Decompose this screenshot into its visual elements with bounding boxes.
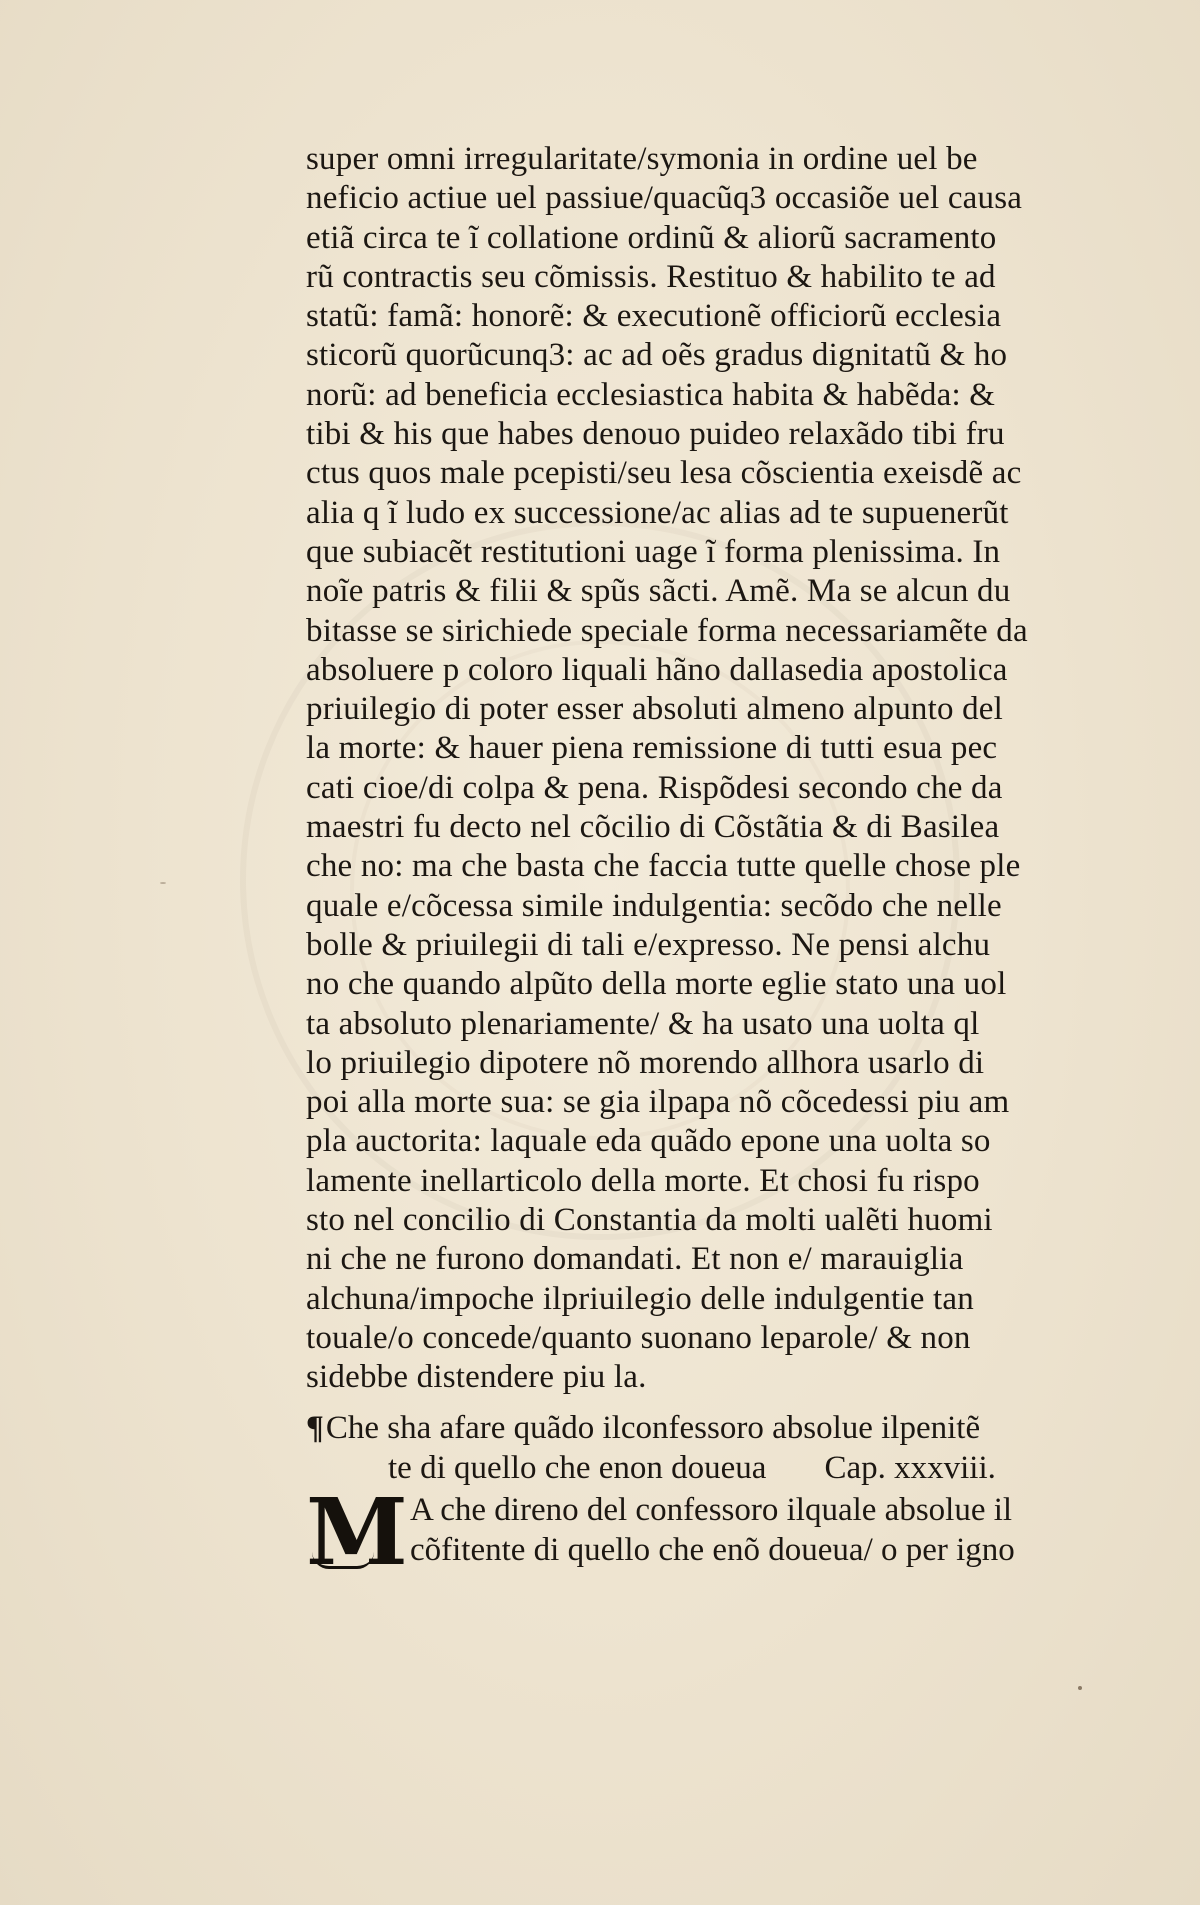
paper-speck xyxy=(1078,1686,1082,1690)
text-line: lo priuilegio dipotere nõ morendo allhora usarlo di xyxy=(306,1044,985,1081)
text-line: bolle & priuilegii di tali e/expresso. Ne pensi alchu xyxy=(306,926,991,963)
text-line: ta absoluto plenariamente/ & ha usato una uolta ql xyxy=(306,1005,980,1042)
text-line: lamente inellarticolo della morte. Et chosi fu rispo xyxy=(306,1162,980,1199)
text-line: touale/o concede/quanto suonano leparole/ & non xyxy=(306,1319,971,1356)
text-line: cati cioe/di colpa & pena. Rispõdesi secondo che da xyxy=(306,769,1003,806)
text-line: noĩe patris & filii & spũs sãcti. Amẽ. Ma se alcun du xyxy=(306,573,1011,610)
text-line: cõfitente di quello che enõ doueua/ o per igno xyxy=(410,1532,1015,1568)
text-line: absoluere p coloro liquali hãno dallasedia apostolica xyxy=(306,651,1008,688)
chapter-number: Cap. xxxviii. xyxy=(824,1450,996,1486)
pilcrow-mark: ¶ xyxy=(306,1410,324,1446)
text-line: rũ contractis seu cõmissis. Restituo & habilito te ad xyxy=(306,258,996,295)
text-line: super omni irregularitate/symonia in ordine uel be xyxy=(306,141,978,177)
text-line: pla auctorita: laquale eda quãdo epone una uolta so xyxy=(306,1123,991,1160)
text-line: que subiacẽt restitutioni uage ĩ forma plenissima. In xyxy=(306,533,1001,570)
text-line: che no: ma che basta che faccia tutte quelle chose ple xyxy=(306,848,1021,885)
text-line: poi alla morte sua: se gia ilpapa nõ cõcedessi piu am xyxy=(306,1084,1010,1121)
chapter-heading-line xyxy=(306,1408,1126,1448)
chapter-intro xyxy=(306,1478,1126,1586)
text-line: norũ: ad beneficia ecclesiastica habita & habẽda: & xyxy=(306,376,996,413)
chapter-title-first-line: Che sha afare quãdo ilconfessoro absolue ilpenitẽ xyxy=(325,1410,981,1446)
text-line: la morte: & hauer piena remissione di tutti esua pec xyxy=(306,730,998,767)
body-text xyxy=(306,140,1126,1398)
text-line: maestri fu decto nel cõcilio di Cõstãtia & di Basilea xyxy=(306,809,1000,846)
text-line: sto nel concilio di Constantia da molti ualẽti huomi xyxy=(306,1202,993,1239)
initial-flourish xyxy=(312,1552,374,1569)
text-line: etiã circa te ĩ collatione ordinũ & aliorũ sacramento xyxy=(306,219,997,256)
text-line: bitasse se sirichiede speciale forma necessariamẽte da xyxy=(306,612,1028,649)
text-line: tibi & his que habes denouo puideo relaxãdo tibi fru xyxy=(306,416,1005,453)
text-line: alia q ĩ ludo ex successione/ac alias ad te supuenerũt xyxy=(306,494,1009,531)
chapter-heading xyxy=(306,1408,1126,1488)
text-line: ni che ne furono domandati. Et non e/ marauiglia xyxy=(306,1241,964,1278)
decorated-initial: M xyxy=(306,1478,408,1586)
text-line: sidebbe distendere piu la. xyxy=(306,1359,647,1396)
text-line: quale e/cõcessa simile indulgentia: secõdo che nelle xyxy=(306,887,1002,924)
text-line: statũ: famã: honorẽ: & executionẽ officiorũ ecclesia xyxy=(306,298,1002,335)
text-line: alchuna/impoche ilpriuilegio delle indulgentie tan xyxy=(306,1280,974,1317)
chapter-heading-line xyxy=(306,1448,1126,1488)
text-line: sticorũ quorũcunq3: ac ad oẽs gradus dignitatũ & ho xyxy=(306,337,1008,374)
text-line: priuilegio di poter esser absoluti almeno alpunto del xyxy=(306,691,1004,728)
text-line: ctus quos male pcepisti/seu lesa cõscientia exeisdẽ ac xyxy=(306,455,1022,492)
text-line: neficio actiue uel passiue/quacũq3 occasiõe uel causa xyxy=(306,180,1023,217)
paper-speck xyxy=(160,882,166,884)
text-line: no che quando alpũto della morte eglie stato una uol xyxy=(306,966,1007,1003)
text-line: A che direno del confessoro ilquale absolue il xyxy=(410,1492,1013,1528)
chapter-title-second-line: te di quello che enon doueua xyxy=(388,1450,767,1486)
